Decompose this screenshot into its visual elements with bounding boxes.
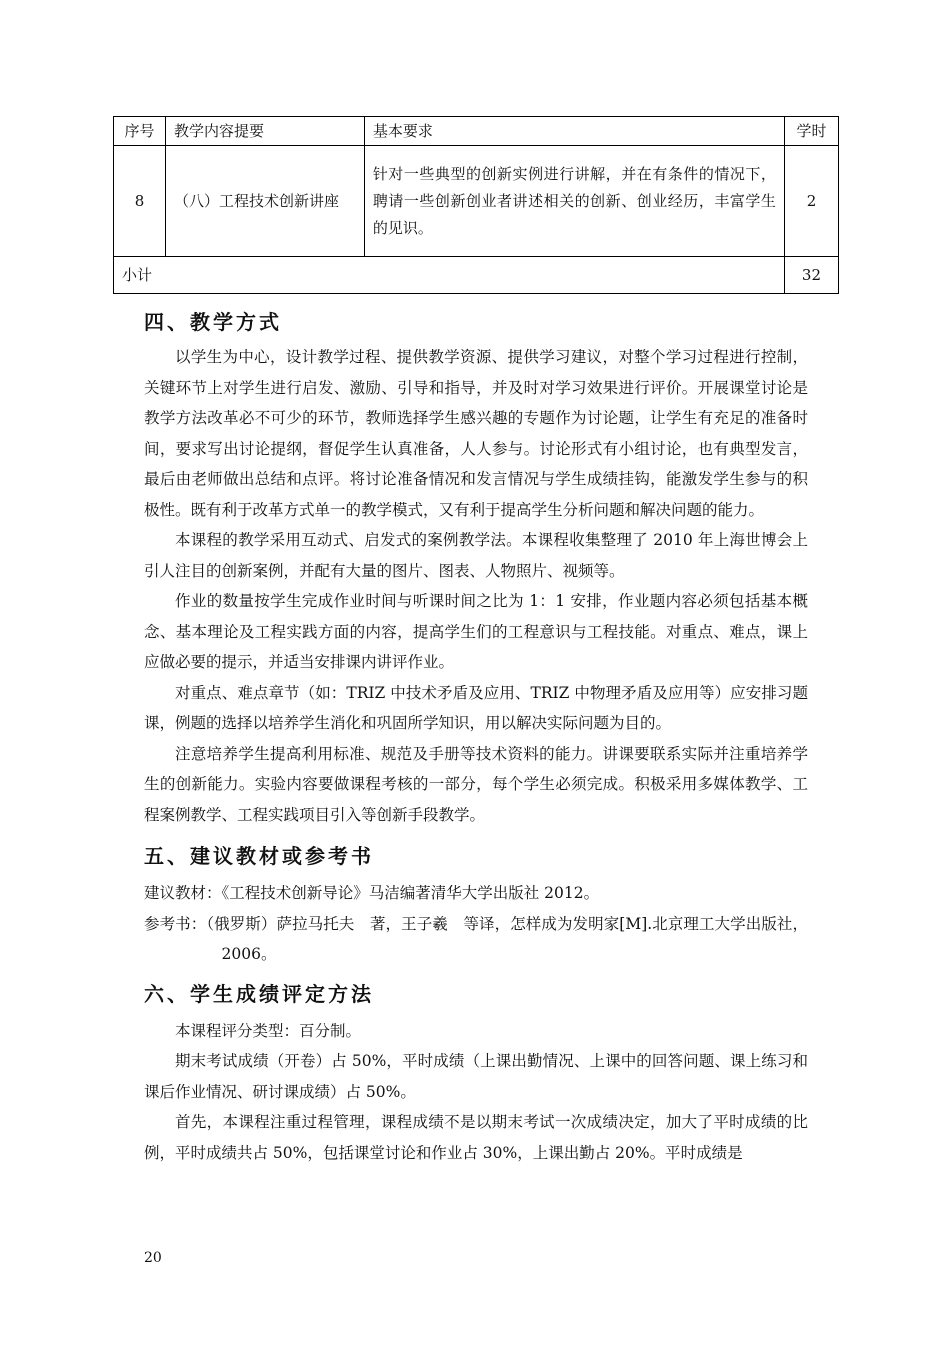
reference-entry: 参考书：（俄罗斯）萨拉马托夫 著，王子羲 等译，怎样成为发明家[M].北京理工大学出版社，2006。 xyxy=(144,914,808,963)
row-topic: （八）工程技术创新讲座 xyxy=(166,146,365,257)
section-grading xyxy=(144,978,808,1169)
textbook-entry: 建议教材：《工程技术创新导论》马洁编著清华大学出版社 2012。 xyxy=(144,884,600,902)
header-requirement: 基本要求 xyxy=(364,117,784,146)
table-subtotal-row xyxy=(114,257,839,294)
subtotal-hours: 32 xyxy=(784,257,838,294)
table-row xyxy=(114,146,839,257)
paragraph: 注意培养学生提高利用标准、规范及手册等技术资料的能力。讲课要联系实际并注重培养学生的创新能力。实验内容要做课程考核的一部分，每个学生必须完成。积极采用多媒体教学、工程案例教学、工程实践项目引入等创新手段教学。 xyxy=(144,744,808,824)
table-header-row xyxy=(114,117,839,146)
header-number: 序号 xyxy=(114,117,166,146)
section-textbooks xyxy=(144,840,808,970)
subtotal-label: 小计 xyxy=(114,257,785,294)
paragraph: 作业的数量按学生完成作业时间与听课时间之比为 1：1 安排，作业题内容必须包括基本概念、基本理论及工程实践方面的内容，提高学生们的工程意识与工程技能。对重点、难点，课上应做必要的提示，并适当安排课内讲评作业。 xyxy=(144,592,808,671)
row-requirement: 针对一些典型的创新实例进行讲解，并在有条件的情况下，聘请一些创新创业者讲述相关的创新、创业经历，丰富学生的见识。 xyxy=(364,146,784,257)
row-number: 8 xyxy=(114,146,166,257)
paragraph: 本课程评分类型：百分制。 xyxy=(175,1021,362,1040)
header-hours: 学时 xyxy=(784,117,838,146)
document-body xyxy=(144,306,808,1168)
section-title: 五、建议教材或参考书 xyxy=(144,844,374,868)
section-title: 四、教学方式 xyxy=(144,310,282,334)
row-hours: 2 xyxy=(784,146,838,257)
section-title: 六、学生成绩评定方法 xyxy=(144,981,374,1006)
paragraph: 对重点、难点章节（如：TRIZ 中技术矛盾及应用、TRIZ 中物理矛盾及应用等）应安排习题课，例题的选择以培养学生消化和巩固所学知识，用以解决实际问题为目的。 xyxy=(144,683,808,732)
paragraph: 期末考试成绩（开卷）占 50%，平时成绩（上课出勤情况、上课中的回答问题、课上练习和课后作业情况、研讨课成绩）占 50%。 xyxy=(144,1052,808,1101)
course-content-table xyxy=(113,116,839,294)
page-number: 20 xyxy=(144,1250,162,1266)
section-teaching-method xyxy=(144,306,808,830)
paragraph: 本课程的教学采用互动式、启发式的案例教学法。本课程收集整理了 2010 年上海世博会上引人注目的创新案例，并配有大量的图片、图表、人物照片、视频等。 xyxy=(144,531,808,580)
paragraph: 首先，本课程注重过程管理，课程成绩不是以期末考试一次成绩决定，加大了平时成绩的比例，平时成绩共占 50%，包括课堂讨论和作业占 30%，上课出勤占 20%。平时成绩是 xyxy=(144,1113,808,1162)
header-topic: 教学内容提要 xyxy=(166,117,365,146)
paragraph: 以学生为中心，设计教学过程、提供教学资源、提供学习建议，对整个学习过程进行控制，关键环节上对学生进行启发、激励、引导和指导，并及时对学习效果进行评价。开展课堂讨论是教学方法改革必不可少的环节，教师选择学生感兴趣的专题作为讨论题，让学生有充足的准备时间，要求写出讨论提纲，督促学生认真准备，人人参与。讨论形式有小组讨论，也有典型发言，最后由老师做出总结和点评。将讨论准备情况和发言情况与学生成绩挂钩，能激发学生参与的积极性。既有利于改革方式单一的教学模式，又有利于提高学生分析问题和解决问题的能力。 xyxy=(144,348,808,519)
